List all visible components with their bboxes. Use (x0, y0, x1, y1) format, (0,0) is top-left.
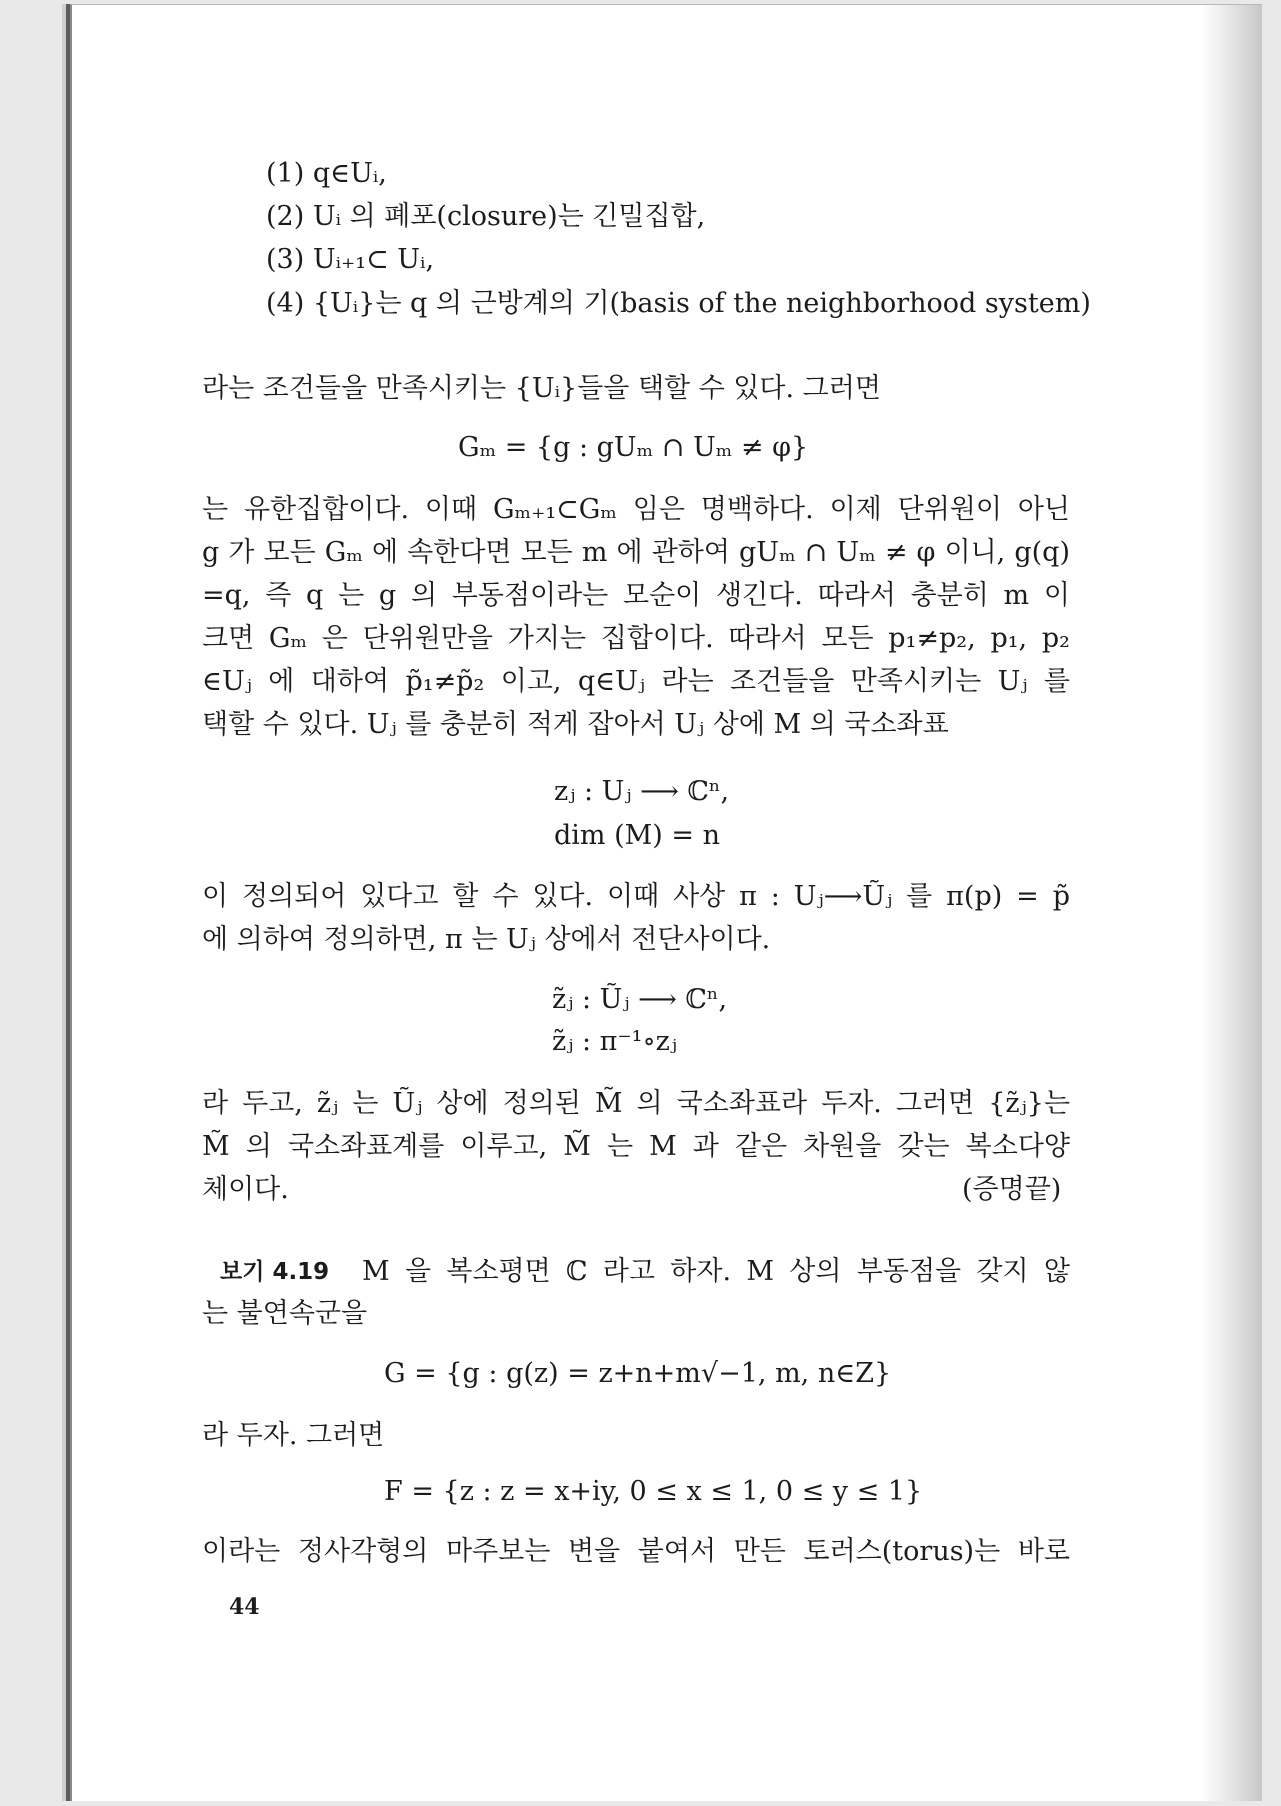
paragraph-line: M 을 복소평면 ℂ 라고 하자. M 상의 부동점을 갖지 않 (362, 1256, 1070, 1287)
paragraph-line: ∈Uⱼ 에 대하여 p̃₁≠p̃₂ 이고, q∈Uⱼ 라는 조건들을 만족시키는 Uⱼ 를 (202, 666, 1070, 697)
equation-z-tilde-1: z̃ⱼ : Ũⱼ ⟶ ℂⁿ, (552, 984, 728, 1015)
paragraph-line: 체이다. (202, 1174, 289, 1205)
paragraph-line: 택할 수 있다. Uⱼ 를 충분히 적게 잡아서 Uⱼ 상에 M 의 국소좌표 (202, 709, 949, 740)
equation-gm: Gₘ = {g : gUₘ ∩ Uₘ ≠ φ} (458, 432, 809, 463)
page-edge-shadow (1202, 5, 1262, 1801)
equation-dim: dim (M) = n (554, 820, 720, 851)
paragraph-line: 라 두자. 그러면 (202, 1420, 385, 1451)
example-label: 보기 4.19 (220, 1259, 330, 1285)
paragraph-line: 이 정의되어 있다고 할 수 있다. 이때 사상 π : Uⱼ⟶Ũⱼ 를 π(p) = p̃ (202, 881, 1070, 912)
equation-G: G = {g : g(z) = z+n+m√−1, m, n∈Z} (384, 1358, 892, 1389)
paragraph-line: 라 두고, z̃ⱼ 는 Ũⱼ 상에 정의된 M̃ 의 국소좌표라 두자. 그러면 {z̃ⱼ}는 (202, 1088, 1070, 1119)
paragraph-line: 라는 조건들을 만족시키는 {Uᵢ}들을 택할 수 있다. 그러면 (202, 373, 881, 404)
book-page (70, 4, 1262, 1801)
paragraph-line: M̃ 의 국소좌표계를 이루고, M̃ 는 M 과 같은 차원을 갖는 복소다양 (202, 1131, 1070, 1162)
list-item: (1) q∈Uᵢ, (266, 158, 387, 189)
paragraph-line: g 가 모든 Gₘ 에 속한다면 모든 m 에 관하여 gUₘ ∩ Uₘ ≠ φ 이니, g(q) (202, 537, 1070, 568)
qed-mark: (증명끝) (962, 1174, 1062, 1205)
list-item: (3) Uᵢ₊₁⊂ Uᵢ, (266, 244, 435, 275)
equation-zj: zⱼ : Uⱼ ⟶ ℂⁿ, (554, 776, 730, 807)
paragraph-line: 는 불연속군을 (202, 1298, 368, 1329)
paragraph-line: 에 의하여 정의하면, π 는 Uⱼ 상에서 전단사이다. (202, 924, 771, 955)
paragraph-line: 는 유한집합이다. 이때 Gₘ₊₁⊂Gₘ 임은 명백하다. 이제 단위원이 아닌 (202, 494, 1070, 525)
list-item: (2) Uᵢ 의 폐포(closure)는 긴밀집합, (266, 201, 706, 232)
equation-F: F = {z : z = x+iy, 0 ≤ x ≤ 1, 0 ≤ y ≤ 1} (384, 1476, 923, 1507)
paragraph-line: =q, 즉 q 는 g 의 부동점이라는 모순이 생긴다. 따라서 충분히 m 이 (202, 580, 1070, 611)
paragraph-line: 크면 Gₘ 은 단위원만을 가지는 집합이다. 따라서 모든 p₁≠p₂, p₁, p₂ (202, 623, 1070, 654)
page-number: 44 (229, 1594, 260, 1620)
paragraph-line: 이라는 정사각형의 마주보는 변을 붙여서 만든 토러스(torus)는 바로 (202, 1536, 1070, 1567)
list-item: (4) {Uᵢ}는 q 의 근방계의 기(basis of the neighborhood system) (266, 288, 1091, 319)
equation-z-tilde-2: z̃ⱼ : π⁻¹∘zⱼ (552, 1026, 678, 1057)
